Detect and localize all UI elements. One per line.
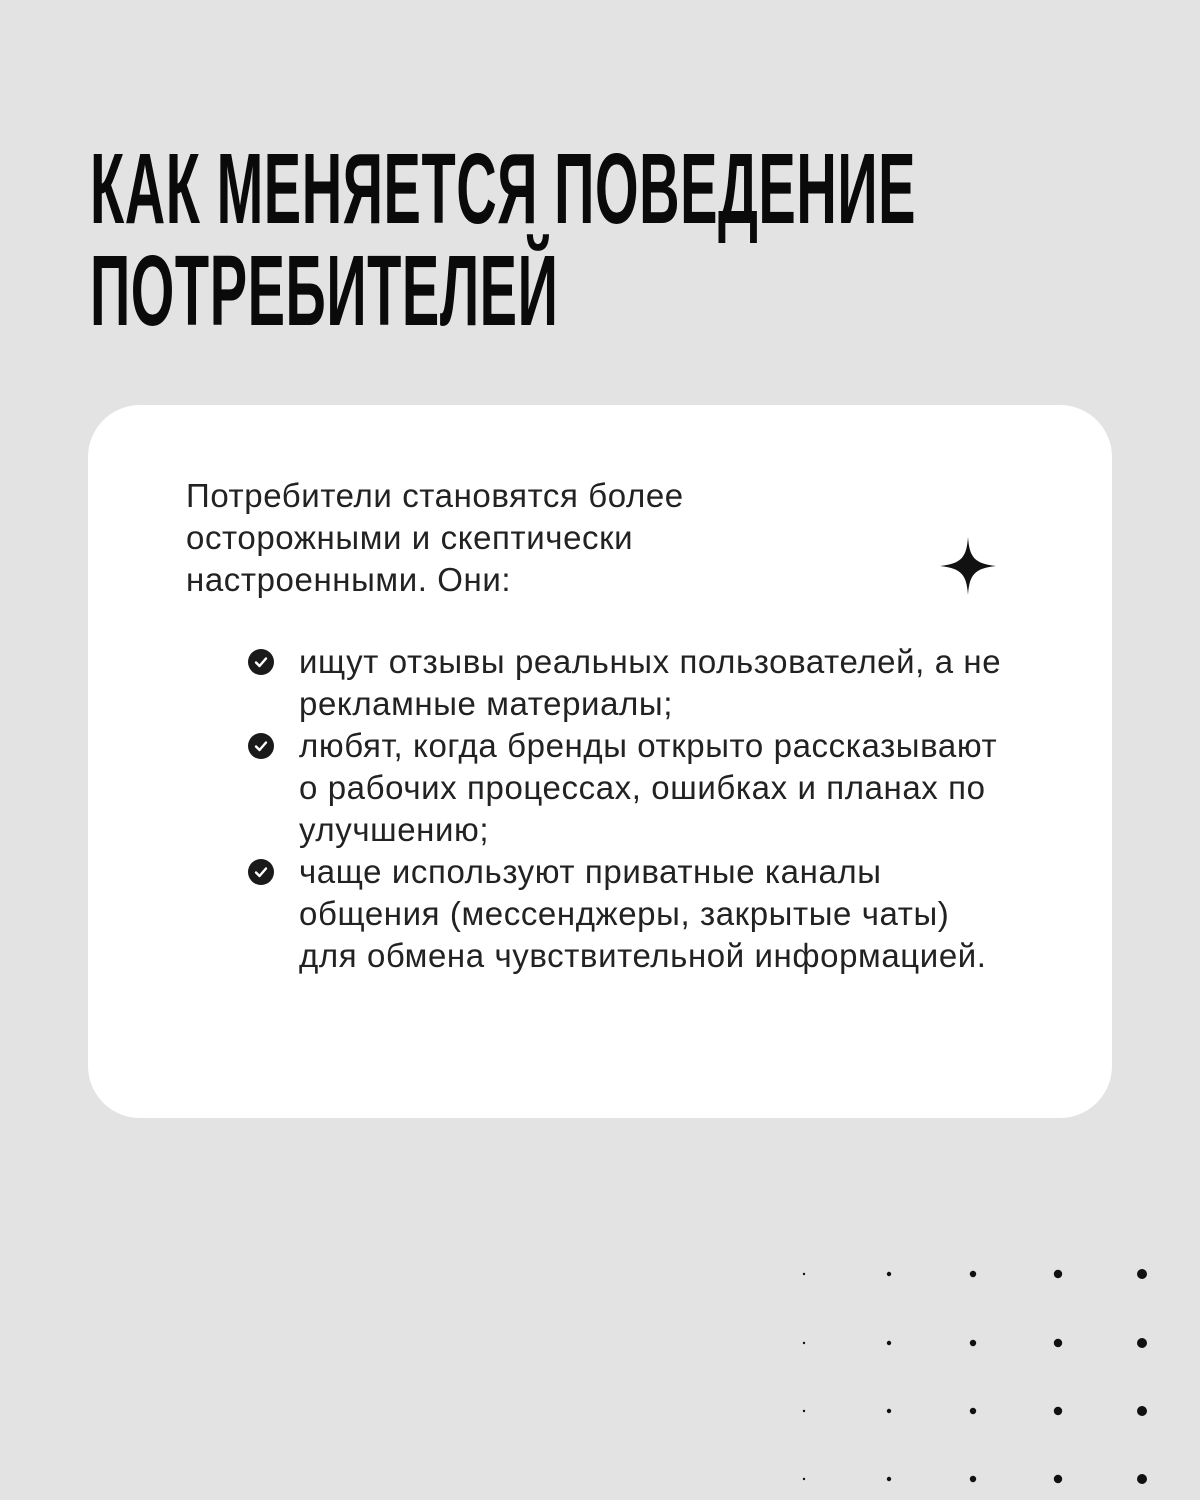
list-item-text: любят, когда бренды открыто рассказывают о рабочих процессах, ошибках и планах по улучшению; (299, 727, 998, 848)
content-card (88, 405, 1112, 1118)
sparkle-star-icon (940, 537, 996, 595)
check-circle-icon (248, 733, 274, 759)
list-item-text: ищут отзывы реальных пользователей, а не рекламные материалы; (299, 643, 1002, 722)
list-item-text: чаще используют приватные каналы общения (мессенджеры, закрытые чаты) для обмена чувствительной информацией. (299, 853, 987, 974)
page-title-line-2: ПОТРЕБИТЕЛЕЙ (90, 235, 559, 347)
check-circle-icon (248, 649, 274, 675)
list-item (248, 725, 1008, 851)
list-item (248, 851, 1008, 977)
page-title-line-1: КАК МЕНЯЕТСЯ ПОВЕДЕНИЕ (90, 133, 917, 245)
check-circle-icon (248, 859, 274, 885)
intro-text: Потребители становятся более осторожными и скептически настроенными. Они: (186, 477, 684, 598)
behavior-list (248, 641, 1008, 977)
list-item (248, 641, 1008, 725)
page-title (90, 133, 917, 347)
